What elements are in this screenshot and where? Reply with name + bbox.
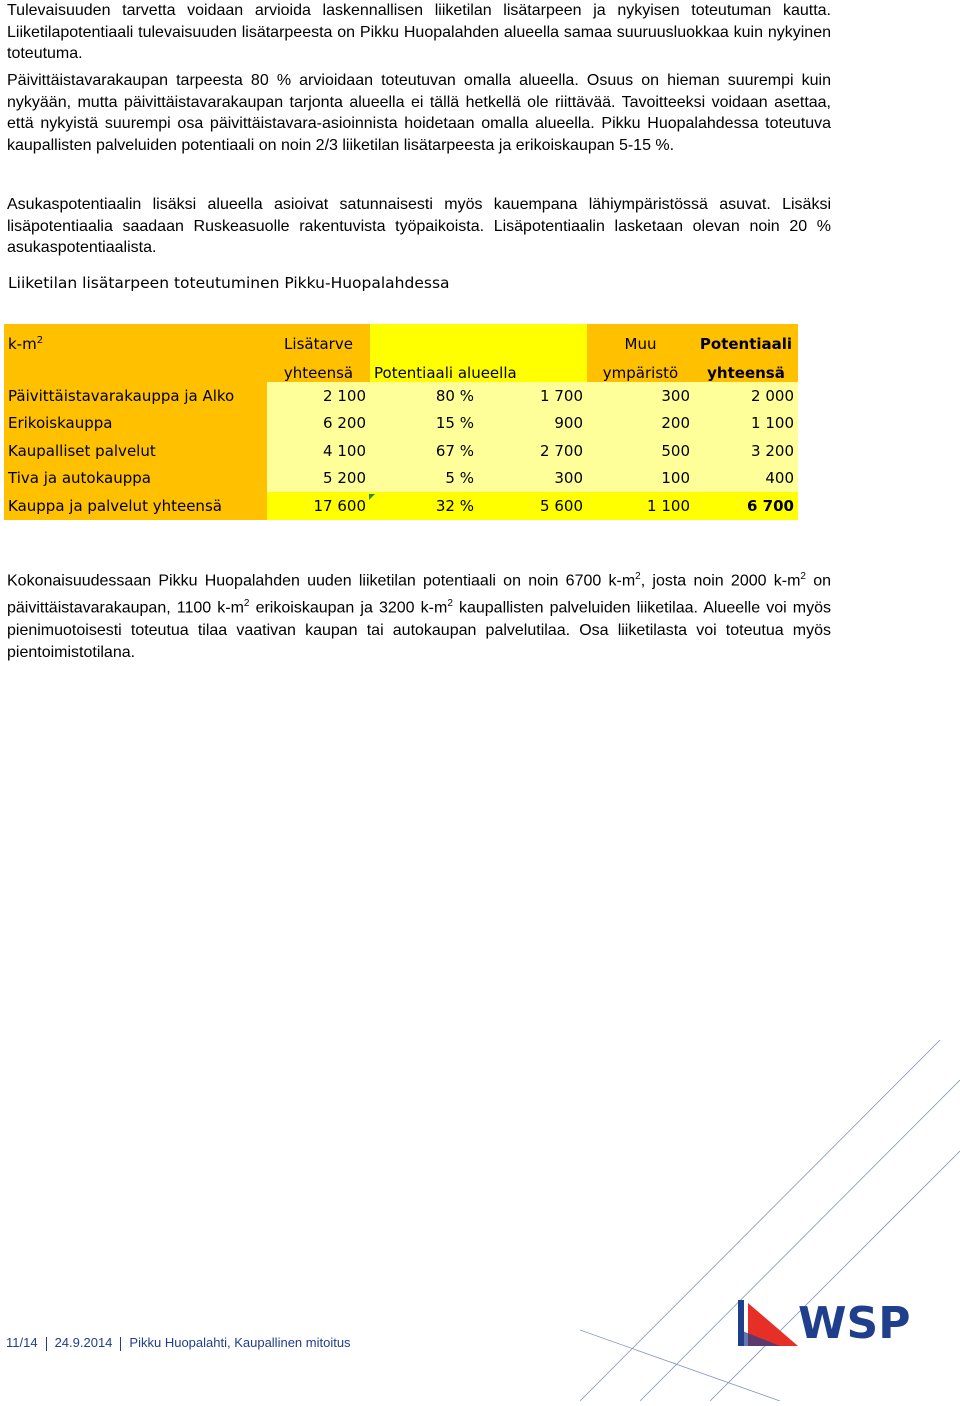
cell-yhteensa: 6 700 <box>694 492 798 520</box>
cell-pct: 32 % <box>370 492 478 520</box>
potentiaali-alueella-header: Potentiaali alueella <box>370 353 587 382</box>
cell-yhteensa: 1 100 <box>694 410 798 438</box>
cell-pct: 67 % <box>370 437 478 465</box>
cell-comment-marker <box>369 494 375 500</box>
table-header-row-2 <box>4 353 798 382</box>
lisatarve-header: Lisätarve <box>267 324 370 353</box>
page-footer <box>6 1335 351 1351</box>
table-row <box>4 382 798 410</box>
logo-text: WSP <box>798 1298 911 1349</box>
potentiaali-yhteensa-header: Potentiaali <box>694 324 798 353</box>
table-title: Liiketilan lisätarpeen toteutuminen Pikku-Huopalahdessa <box>8 274 450 292</box>
retail-space-table <box>4 324 798 520</box>
cell-lisatarve: 4 100 <box>267 437 370 465</box>
logo-mark <box>738 1300 798 1346</box>
summary-paragraph: Kokonaisuudessaan Pikku Huopalahden uuden liiketilan potentiaali on noin 6700 $k-m^2$, josta noin 2000 $k-m^2$ on päivittäistavarakaupan, 1100 $k-m^2$ erikoiskaupan ja 3200 $k-m^2$ kaupallisten palveluiden liiketilaa. Alueelle voi myös pienimuotoisesti toteutua tilaa vaativan kaupan tai autokaupan palvelutilaa. Osa liiketilasta voi toteutua myös pientoimistotilana. <box>7 571 831 662</box>
table-row <box>4 465 798 493</box>
row-label: Kauppa ja palvelut yhteensä <box>4 492 267 520</box>
potentiaali-yhteensa-header-2: yhteensä <box>694 353 798 382</box>
cell-alueella: 2 700 <box>478 437 587 465</box>
cell-yhteensa: 2 000 <box>694 382 798 410</box>
cell-lisatarve: 17 600 <box>267 492 370 520</box>
cell-muu: 300 <box>587 382 694 410</box>
cell-muu: 200 <box>587 410 694 438</box>
cell-muu: 500 <box>587 437 694 465</box>
table-row <box>4 410 798 438</box>
header-spacer <box>478 324 587 353</box>
unit-header: $k-m^2$ <box>4 324 267 353</box>
muu-header-2: ympäristö <box>587 353 694 382</box>
cell-lisatarve: 6 200 <box>267 410 370 438</box>
cell-yhteensa: 3 200 <box>694 437 798 465</box>
additional-potential-paragraph: Asukaspotentiaalin lisäksi alueella asioivat satunnaisesti myös kauempana lähiympäristössä asuvat. Lisäksi lisäpotentiaalia saadaan Ruskeasuolle rakentuvista työpaikoista. Lisäpotentiaalin lasketaan olevan noin 20 % asukaspotentiaalista. <box>7 196 831 256</box>
page-number: 11/14 <box>6 1335 38 1350</box>
cell-muu: 1 100 <box>587 492 694 520</box>
cell-pct: 5 % <box>370 465 478 493</box>
cell-alueella: 1 700 <box>478 382 587 410</box>
cell-alueella: 5 600 <box>478 492 587 520</box>
footer-date: 24.9.2014 <box>54 1335 113 1350</box>
row-label: Tiva ja autokauppa <box>4 465 267 493</box>
table-header-row-1 <box>4 324 798 353</box>
header-spacer <box>370 324 478 353</box>
footer-separator <box>46 1337 47 1351</box>
cell-yhteensa: 400 <box>694 465 798 493</box>
row-label: Päivittäistavarakauppa ja Alko <box>4 382 267 410</box>
cell-lisatarve: 5 200 <box>267 465 370 493</box>
cell-alueella: 300 <box>478 465 587 493</box>
row-label: Erikoiskauppa <box>4 410 267 438</box>
table-row <box>4 437 798 465</box>
daily-goods-paragraph: Päivittäistavarakaupan tarpeesta 80 % arvioidaan toteutuvan omalla alueella. Osuus on hieman suurempi kuin nykyään, mutta päivittäistavarakaupan tarjonta alueella ei tällä hetkellä ole riittävää. Tavoitteeksi voidaan asettaa, että nykyistä suurempi osa päivittäistavara-asioinnista hoidetaan omalla alueella. Pikku Huopalahdessa toteutuva kaupallisten palveluiden potentiaali on noin 2/3 liiketilan lisätarpeesta ja erikoiskaupan 5-15 %. <box>7 72 831 154</box>
header-spacer <box>4 353 267 382</box>
footer-separator <box>120 1337 121 1351</box>
intro-paragraph: Tulevaisuuden tarvetta voidaan arvioida laskennallisen liiketilan lisätarpeen ja nykyisen toteutuman kautta. Liiketilapotentiaali tulevaisuuden lisätarpeesta on Pikku Huopalahden alueella samaa suuruusluokkaa kuin nykyinen toteutuma. <box>7 2 831 62</box>
cell-pct: 15 % <box>370 410 478 438</box>
table-total-row <box>4 492 798 520</box>
cell-lisatarve: 2 100 <box>267 382 370 410</box>
cell-alueella: 900 <box>478 410 587 438</box>
muu-header: Muu <box>587 324 694 353</box>
lisatarve-header-2: yhteensä <box>267 353 370 382</box>
footer-document-title: Pikku Huopalahti, Kaupallinen mitoitus <box>129 1335 351 1350</box>
wsp-logo-graphic <box>580 1040 960 1401</box>
cell-muu: 100 <box>587 465 694 493</box>
wsp-logo <box>580 1040 960 1401</box>
cell-pct: 80 % <box>370 382 478 410</box>
row-label: Kaupalliset palvelut <box>4 437 267 465</box>
